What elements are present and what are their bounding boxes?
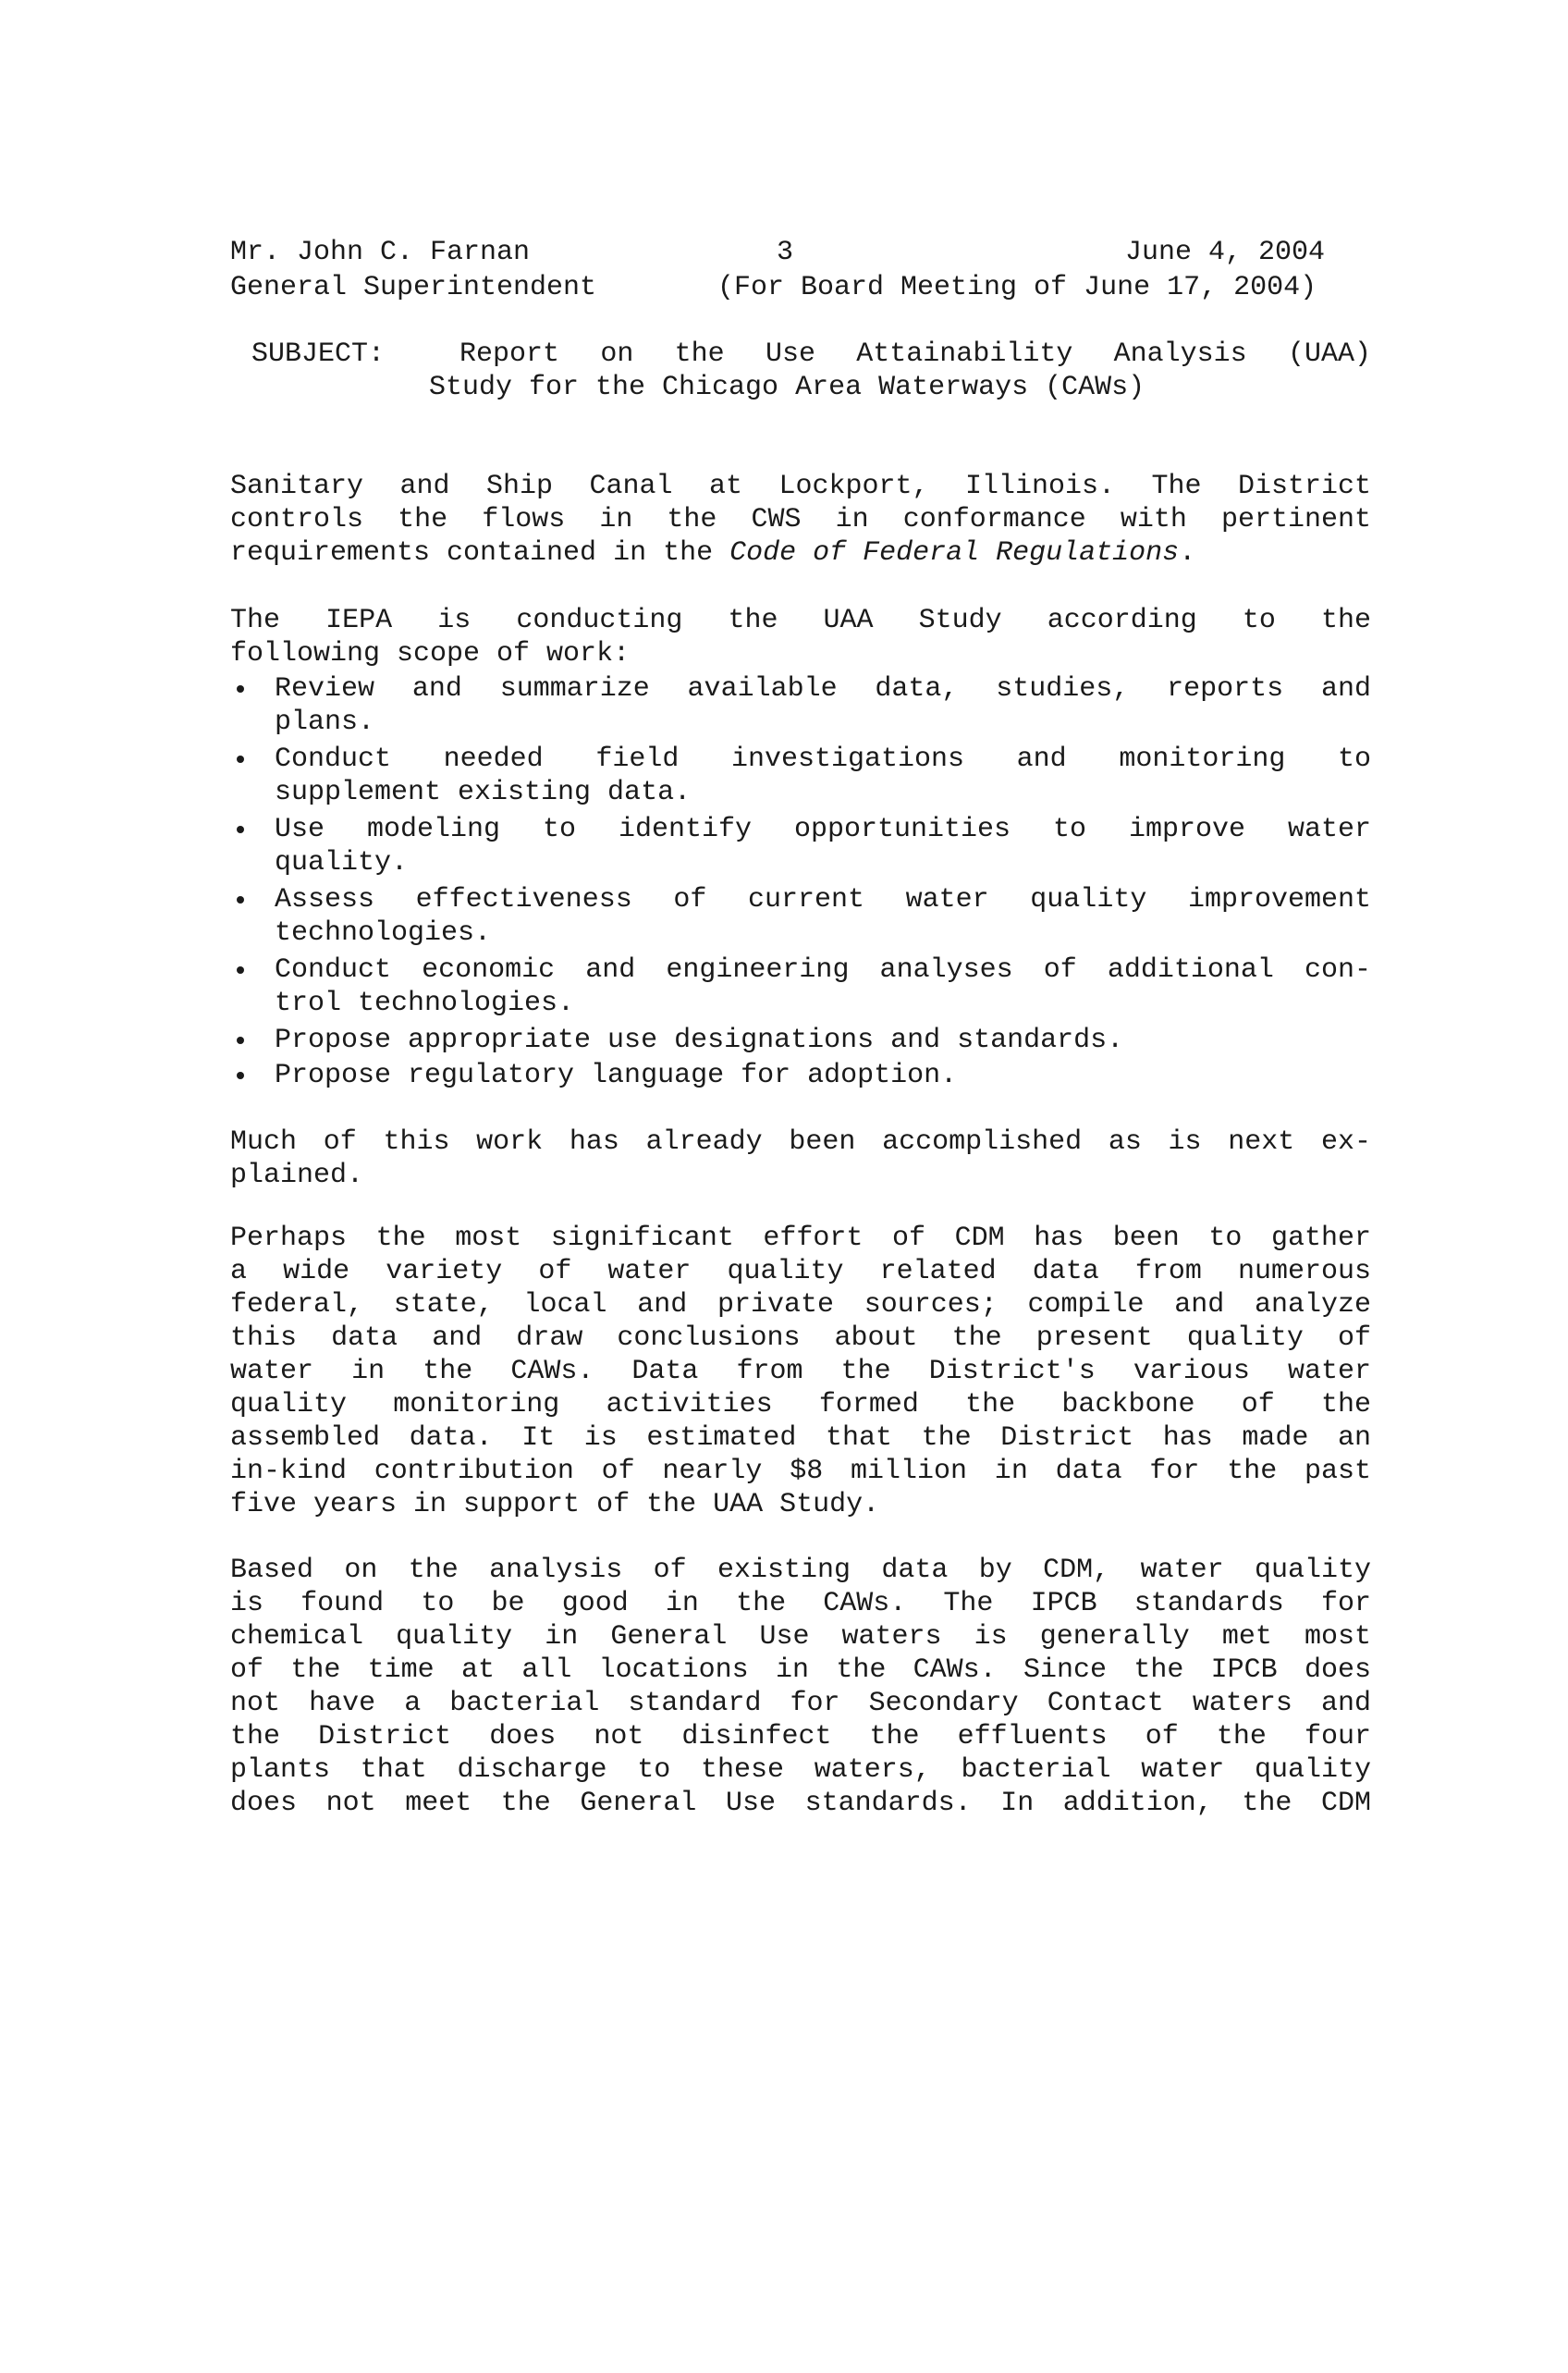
bullet-text: Use modeling to identify opportunities to improve water <box>275 814 1371 845</box>
para4-line: five years in support of the UAA Study. <box>230 1489 880 1520</box>
bullet-text: quality. <box>275 847 409 879</box>
bullet-text: Conduct needed field investigations and monitoring to <box>275 744 1371 775</box>
bullet-text: technologies. <box>275 917 492 949</box>
page-number: 3 <box>777 237 794 268</box>
para5-line: chemical quality in General Use waters is generally met most <box>230 1621 1371 1653</box>
bullet-text: Conduct economic and engineering analyses of additional con- <box>275 954 1371 986</box>
subject-line-1: Report on the Use Attainability Analysis (UAA) <box>459 338 1371 370</box>
para3-line-1: Much of this work has already been accomplished as is next ex- <box>230 1126 1371 1158</box>
para1-line-2: controls the flows in the CWS in conformance with pertinent <box>230 504 1371 535</box>
para5-line: is found to be good in the CAWs. The IPCB standards for <box>230 1588 1371 1619</box>
para2-line-1: The IEPA is conducting the UAA Study according to the <box>230 605 1371 636</box>
para4-line: Perhaps the most significant effort of CDM has been to gather <box>230 1223 1371 1254</box>
para5-line: plants that discharge to these waters, bacterial water quality <box>230 1754 1371 1786</box>
para4-line: water in the CAWs. Data from the District's various water <box>230 1356 1371 1387</box>
para1-line-1: Sanitary and Ship Canal at Lockport, Illinois. The District <box>230 471 1371 502</box>
para5-line: the District does not disinfect the effluents of the four <box>230 1721 1371 1752</box>
cfr-citation: Code of Federal Regulations <box>729 537 1180 569</box>
para4-line: this data and draw conclusions about the present quality of <box>230 1322 1371 1354</box>
subject-line-2: Study for the Chicago Area Waterways (CAWs) <box>429 372 1145 403</box>
bullet-text: plans. <box>275 707 375 738</box>
bullet-text: Review and summarize available data, studies, reports and <box>275 673 1371 705</box>
header-recipient: Mr. John C. Farnan <box>230 237 531 268</box>
para4-line: assembled data. It is estimated that the District has made an <box>230 1422 1371 1454</box>
bullet-text: trol technologies. <box>275 988 575 1019</box>
para4-line: in-kind contribution of nearly $8 million in data for the past <box>230 1456 1371 1487</box>
para1-line-3-suffix: . <box>1179 537 1196 569</box>
para4-line: federal, state, local and private sources; compile and analyze <box>230 1289 1371 1321</box>
header-date: June 4, 2004 <box>1125 237 1326 268</box>
bullet-text: Assess effectiveness of current water quality improvement <box>275 884 1371 916</box>
para5-line: not have a bacterial standard for Secondary Contact waters and <box>230 1688 1371 1719</box>
para1-line-3-prefix: requirements contained in the <box>230 537 730 569</box>
para1-line-3 <box>230 536 1371 570</box>
para5-line: does not meet the General Use standards. In addition, the CDM <box>230 1788 1371 1819</box>
header-title: General Superintendent <box>230 272 597 303</box>
para3-line-2: plained. <box>230 1160 364 1191</box>
para4-line: quality monitoring activities formed the backbone of the <box>230 1389 1371 1420</box>
para2-line-2: following scope of work: <box>230 638 631 670</box>
para5-line: Based on the analysis of existing data by CDM, water quality <box>230 1555 1371 1586</box>
para4-line: a wide variety of water quality related data from numerous <box>230 1256 1371 1287</box>
bullet-text: supplement existing data. <box>275 777 692 808</box>
subject-label: SUBJECT: <box>251 338 386 370</box>
bullet-text: Propose appropriate use designations and standards. <box>275 1025 1124 1056</box>
para5-line: of the time at all locations in the CAWs. Since the IPCB does <box>230 1654 1371 1686</box>
bullet-text: Propose regulatory language for adoption. <box>275 1060 958 1091</box>
header-meeting: (For Board Meeting of June 17, 2004) <box>717 272 1317 303</box>
